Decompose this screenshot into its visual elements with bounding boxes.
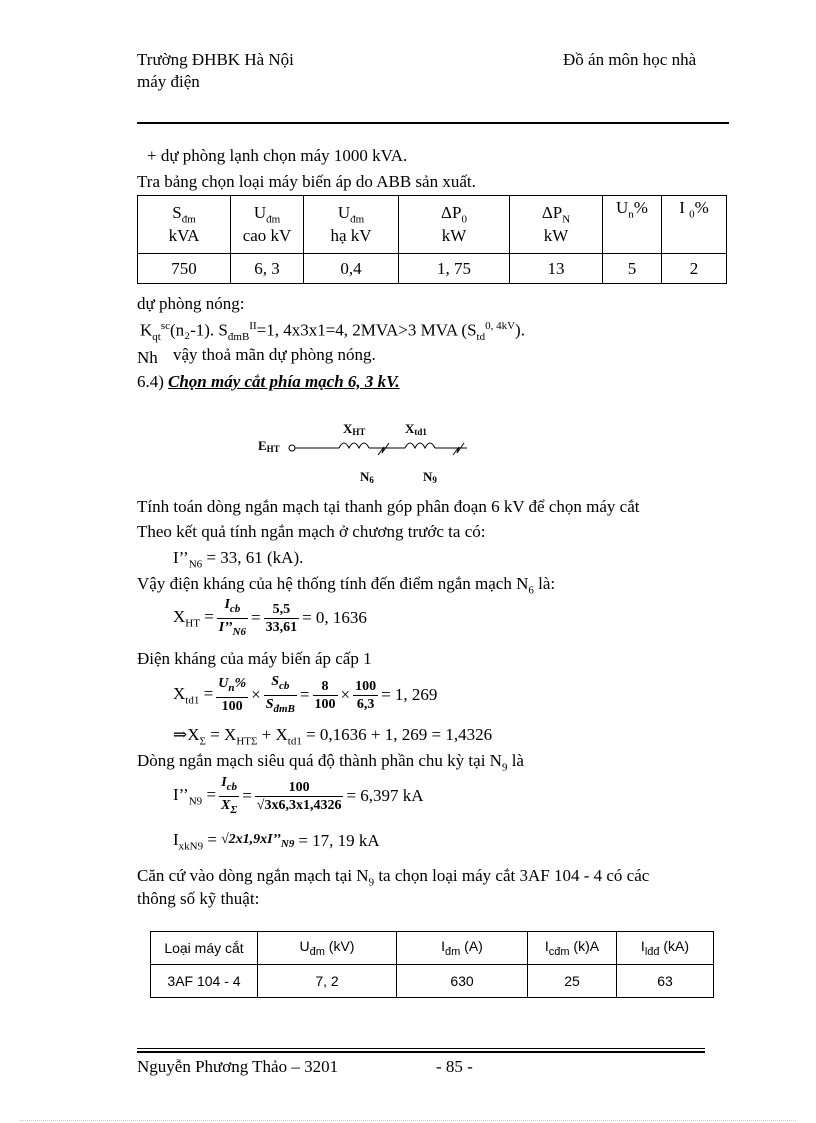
source-label: EHT bbox=[258, 438, 280, 454]
header-cell: $I_{lđđ}$ (kA) bbox=[617, 932, 714, 965]
circuit-breaker-table bbox=[150, 931, 714, 998]
header-cell: $I_{cđm}$ (k)A bbox=[528, 932, 617, 965]
table-cell: 25 bbox=[528, 965, 617, 998]
header-cell: $U_{đm}$ hạ kV bbox=[304, 196, 399, 254]
table-cell: 630 bbox=[397, 965, 528, 998]
result-intro-line: Theo kết quả tính ngắn mạch ở chương trước ta có: bbox=[137, 522, 486, 541]
xht-label: XHT bbox=[343, 421, 366, 437]
n9-label: N9 bbox=[423, 469, 437, 485]
transformer-table bbox=[137, 195, 727, 284]
reactor-xtd1 bbox=[405, 443, 435, 448]
header-cell: $U_{đm}$ (kV) bbox=[258, 932, 397, 965]
header-rule bbox=[137, 122, 729, 124]
header-cell: I $_0$% bbox=[662, 196, 727, 254]
circuit-diagram bbox=[255, 415, 485, 490]
table-cell: 1, 75 bbox=[399, 254, 510, 284]
table-cell: 750 bbox=[138, 254, 231, 284]
table-cell: 6, 3 bbox=[231, 254, 304, 284]
header-cell: $I_{đm}$ (A) bbox=[397, 932, 528, 965]
kqt-line: $K_{qt}^{sc}(n_2-1)$. $S_{đmB}^{II}=1$, 4x3x1=4, 2MVA>3 MVA $(S_{td}^{0, 4kV})$. bbox=[140, 320, 525, 344]
header-subject: Đồ án môn học nhà bbox=[563, 50, 697, 69]
in6-value: $I’’_{N6} = 33$, 61 (kA). bbox=[173, 548, 304, 571]
xtd1-label: Xtd1 bbox=[405, 421, 427, 437]
choose-line-2: thông số kỹ thuật: bbox=[137, 889, 260, 908]
header-cell: $\Delta P_N$ kW bbox=[510, 196, 603, 254]
page-edge bbox=[20, 1120, 796, 1121]
cold-standby-line: + dự phòng lạnh chọn máy 1000 kVA. bbox=[147, 146, 408, 165]
current-intro-line: Dòng ngắn mạch siêu quá độ thành phần chu kỳ tại $N_9$ là bbox=[137, 751, 524, 774]
section-number: 6.4) bbox=[137, 372, 164, 391]
header-cell: Loại máy cắt bbox=[151, 932, 258, 965]
in9-equation: $I’’_{N9}$ = $\frac{I_{cb}}{X_\Sigma}$ = $\frac{100}{√3x6,3x1,4326}$ = 6,397 kA bbox=[173, 775, 424, 816]
header-cell: $\Delta P_0$ kW bbox=[399, 196, 510, 254]
reactance-intro-line: Vậy điện kháng của hệ thống tính đến điểm ngắn mạch $N_6$ là: bbox=[137, 574, 556, 597]
footer-rule-top bbox=[137, 1048, 705, 1049]
table-cell: 0,4 bbox=[304, 254, 399, 284]
source-node bbox=[289, 445, 295, 451]
footer-page-number: - 85 - bbox=[436, 1057, 473, 1076]
header-subject-cont: máy điện bbox=[137, 72, 200, 91]
table-cell: 13 bbox=[510, 254, 603, 284]
header-school: Trường ĐHBK Hà Nội bbox=[137, 50, 294, 69]
nh-label: Nh bbox=[137, 348, 158, 367]
table-cell: 5 bbox=[603, 254, 662, 284]
satisfy-line: vậy thoả mãn dự phòng nóng. bbox=[173, 345, 376, 364]
reactor-xht bbox=[339, 443, 369, 448]
table-intro-line: Tra bảng chọn loại máy biến áp do ABB sản xuất. bbox=[137, 172, 476, 191]
xtd1-equation: $X_{td1}$ = $\frac{U_n\%}{100}$ × $\frac{S_{cb}}{S_{đmB}}$ = $\frac{8}{100}$ × $\frac{100}{6,3}$ = 1, 269 bbox=[173, 674, 438, 715]
header-cell: $U_n\%$ bbox=[603, 196, 662, 254]
header-cell: $S_{đm}$ kVA bbox=[138, 196, 231, 254]
transformer-intro-line: Điện kháng của máy biến áp cấp 1 bbox=[137, 649, 372, 668]
hot-standby-line: dự phòng nóng: bbox=[137, 294, 245, 313]
n6-label: N6 bbox=[360, 469, 374, 485]
footer-rule-bottom bbox=[137, 1051, 705, 1053]
calc-intro-line: Tính toán dòng ngắn mạch tại thanh góp phân đoạn 6 kV để chọn máy cắt bbox=[137, 497, 640, 516]
xht-equation: $X_{HT}$ = $\frac{I_{cb}}{I’’_{N6}}$ = $\frac{5,5}{33,61}$ = 0, 1636 bbox=[173, 597, 367, 638]
footer-author: Nguyễn Phương Thảo – 3201 bbox=[137, 1057, 339, 1076]
table-cell: 2 bbox=[662, 254, 727, 284]
choose-line-1: Căn cứ vào dòng ngắn mạch tại $N_9$ ta chọn loại máy cắt 3AF 104 - 4 có các bbox=[137, 866, 650, 889]
ixk-equation: $I_{xkN9}$ = $√2x1,9xI’’_{N9}$ = 17, 19 kA bbox=[173, 830, 380, 853]
table-cell: 63 bbox=[617, 965, 714, 998]
section-title: Chọn máy cắt phía mạch 6, 3 kV. bbox=[168, 372, 400, 391]
fault-n6-icon bbox=[378, 443, 389, 455]
table-cell: 3AF 104 - 4 bbox=[151, 965, 258, 998]
xsum-equation: $\Rightarrow X_\Sigma = X_{HT\Sigma} + X_{td1} = 0,1636 + 1$, 269 = 1,4326 bbox=[173, 725, 493, 748]
fault-n9-icon bbox=[453, 443, 464, 455]
table-cell: 7, 2 bbox=[258, 965, 397, 998]
header-cell: $U_{đm}$ cao kV bbox=[231, 196, 304, 254]
